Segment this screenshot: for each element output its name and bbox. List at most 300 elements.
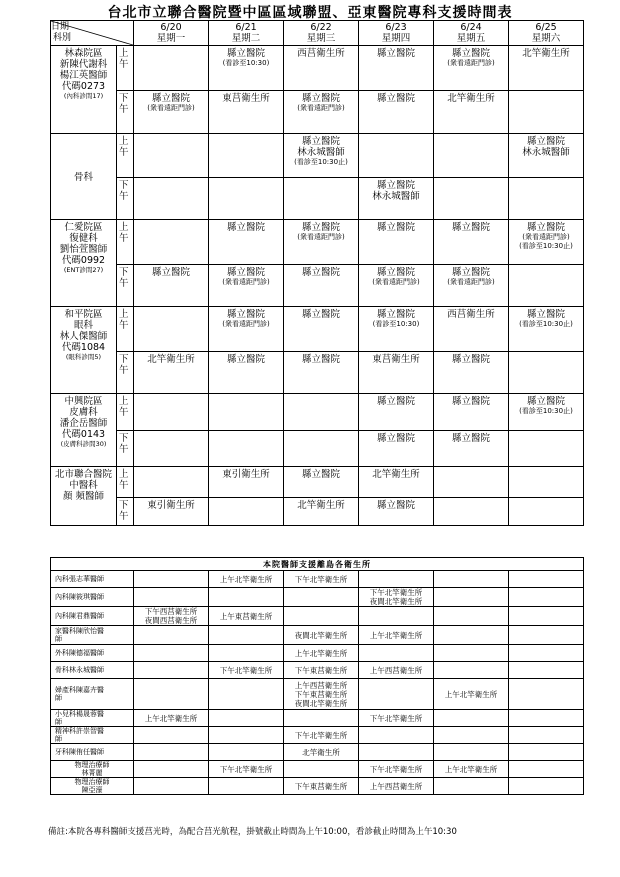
support-cell-text: 夜間北竿衛生所 (294, 630, 348, 640)
day-date: 6/25 (535, 22, 557, 33)
dept-row-am (51, 394, 584, 431)
support-cell (434, 626, 509, 645)
clinic-name: 縣立醫院 (376, 309, 415, 320)
department-room: (ENT診間27) (63, 266, 104, 274)
clinic-note: (衆看遠距門診) (147, 104, 195, 112)
support-cell-text: 下午北竿衛生所 (369, 764, 423, 774)
support-cell (509, 710, 584, 727)
support-row (51, 761, 584, 778)
support-cell (434, 744, 509, 761)
support-doctor (51, 679, 134, 710)
schedule-cell (209, 467, 284, 498)
clinic-name: 縣立醫院 林永城醫師 (522, 136, 570, 158)
clinic-name: 北竿衛生所 (147, 354, 195, 365)
support-doctor-name: 小兒科楊晟蓉醫 師 (55, 710, 104, 726)
support-cell (434, 778, 509, 795)
period-label (117, 307, 134, 352)
schedule-cell (209, 178, 284, 220)
schedule-cell (284, 265, 359, 307)
department-line: 林森院區 (64, 48, 103, 59)
period-label (117, 498, 134, 526)
support-cell-text: 上午北竿衛生所 (144, 713, 198, 723)
clinic-name: 縣立醫院 (526, 396, 565, 407)
support-cell (209, 626, 284, 645)
support-cell-text: 上午北竿衛生所 (369, 630, 423, 640)
dept-row-pm (51, 352, 584, 394)
schedule-cell (434, 46, 509, 91)
schedule-cell (359, 352, 434, 394)
support-cell (134, 727, 209, 744)
schedule-cell (359, 134, 434, 178)
support-cell (359, 662, 434, 679)
support-cell (359, 727, 434, 744)
support-cell-text: 下午西莒衛生所 夜間西莒衛生所 (144, 607, 198, 625)
clinic-name: 縣立醫院 (301, 93, 340, 104)
clinic-name: 縣立醫院 (376, 48, 415, 59)
period-text: 上 午 (119, 309, 129, 331)
department-cell (51, 394, 117, 467)
schedule-cell (509, 307, 584, 352)
schedule-cell (359, 467, 434, 498)
department-cell (51, 220, 117, 307)
support-cell-text: 北竿衛生所 (302, 747, 340, 757)
clinic-name: 東引衛生所 (222, 469, 270, 480)
day-header (509, 21, 584, 46)
support-cell (434, 571, 509, 588)
support-cell (209, 744, 284, 761)
clinic-name: 縣立醫院 林永城醫師 (297, 136, 345, 158)
support-cell (509, 588, 584, 607)
department-line: 代碼0992 (61, 255, 106, 266)
department-line: 眼科 (73, 320, 93, 331)
clinic-note: (衆看遠距門診) (222, 278, 270, 286)
support-cell (284, 645, 359, 662)
day-date: 6/24 (460, 22, 482, 33)
period-label (117, 91, 134, 134)
schedule-cell (509, 178, 584, 220)
support-cell (284, 662, 359, 679)
support-cell (209, 645, 284, 662)
dept-row-am (51, 220, 584, 265)
period-text: 上 午 (119, 48, 129, 70)
support-doctor (51, 607, 134, 626)
support-cell-text: 下午東莒衛生所 (294, 781, 348, 791)
clinic-name: 縣立醫院 (376, 222, 415, 233)
day-header (209, 21, 284, 46)
support-cell (359, 588, 434, 607)
day-weekday: 星期二 (231, 33, 261, 44)
support-cell (509, 645, 584, 662)
clinic-note: (衆看遠距門診) (447, 59, 495, 67)
schedule-cell (359, 307, 434, 352)
schedule-cell (209, 46, 284, 91)
dept-row-am (51, 134, 584, 178)
support-row (51, 710, 584, 727)
support-cell (284, 710, 359, 727)
support-cell-text: 上午北竿衛生所 (444, 764, 498, 774)
schedule-cell (509, 220, 584, 265)
period-text: 下 午 (119, 267, 129, 289)
schedule-cell (134, 431, 209, 467)
support-cell (134, 626, 209, 645)
clinic-note: (衆看遠距門診) (看診至10:30止) (519, 233, 573, 250)
support-cell (509, 571, 584, 588)
clinic-name: 縣立醫院 (451, 433, 490, 444)
support-cell (359, 626, 434, 645)
schedule-cell (284, 467, 359, 498)
header-row (51, 21, 584, 46)
schedule-cell (509, 498, 584, 526)
schedule-cell (434, 265, 509, 307)
schedule-cell (359, 498, 434, 526)
department-line: 潘企岳醫師 (59, 418, 108, 429)
support-cell (134, 571, 209, 588)
schedule-cell (209, 307, 284, 352)
schedule-cell (509, 431, 584, 467)
support-row (51, 727, 584, 744)
schedule-cell (134, 352, 209, 394)
clinic-note: (衆看遠距門診) (297, 104, 345, 112)
schedule-cell (359, 431, 434, 467)
support-cell (134, 778, 209, 795)
support-cell (209, 761, 284, 778)
period-text: 下 午 (119, 354, 129, 376)
support-cell (284, 727, 359, 744)
clinic-name: 縣立醫院 (226, 48, 265, 59)
support-cell (209, 607, 284, 626)
department-line: 代碼0273 (61, 81, 106, 92)
schedule-cell (134, 134, 209, 178)
day-header (134, 21, 209, 46)
schedule-cell (209, 394, 284, 431)
support-cell (134, 761, 209, 778)
support-cell (209, 662, 284, 679)
schedule-cell (509, 394, 584, 431)
support-doctor (51, 778, 134, 795)
schedule-cell (209, 134, 284, 178)
department-line: 北市聯合醫院 (54, 469, 112, 480)
support-title-text: 本院醫師支援離島各衛生所 (263, 559, 372, 569)
support-cell (359, 778, 434, 795)
support-cell (209, 778, 284, 795)
support-cell (359, 761, 434, 778)
support-cell (134, 679, 209, 710)
support-cell-text: 上午西莒衛生所 下午東莒衛生所 夜間北竿衛生所 (294, 680, 348, 708)
schedule-cell (434, 220, 509, 265)
support-row (51, 645, 584, 662)
header-corner (51, 21, 134, 46)
support-title-row (51, 558, 584, 571)
page-title: 台北市立聯合醫院暨中區區域聯盟、亞東醫院專科支援時間表 (107, 5, 513, 21)
clinic-name: 縣立醫院 (301, 267, 340, 278)
support-doctor (51, 588, 134, 607)
support-doctor-name: 物理治療師 陳亞濠 (74, 778, 110, 794)
support-doctor (51, 662, 134, 679)
department-line: 中興院區 (64, 396, 103, 407)
support-cell (359, 607, 434, 626)
period-label (117, 46, 134, 91)
schedule-cell (284, 307, 359, 352)
department-room: (皮膚科診間30) (60, 440, 107, 448)
schedule-cell (134, 46, 209, 91)
department-line: 骨科 (73, 172, 93, 183)
schedule-cell (359, 46, 434, 91)
schedule-cell (134, 178, 209, 220)
period-label (117, 265, 134, 307)
period-label (117, 394, 134, 431)
period-label (117, 431, 134, 467)
dept-row-am (51, 46, 584, 91)
support-doctor-name: 家醫科陳欣怡醫 師 (55, 627, 104, 643)
clinic-name: 縣立醫院 (451, 267, 490, 278)
day-date: 6/23 (385, 22, 407, 33)
clinic-note: (看診至10:30) (222, 59, 270, 67)
clinic-name: 縣立醫院 (376, 500, 415, 511)
schedule-cell (509, 352, 584, 394)
support-row (51, 679, 584, 710)
department-cell (51, 467, 117, 526)
support-cell (434, 710, 509, 727)
clinic-name: 西莒衛生所 (297, 48, 345, 59)
clinic-name: 縣立醫院 (376, 396, 415, 407)
schedule-cell (134, 498, 209, 526)
support-cell (509, 679, 584, 710)
support-cell-text: 上午北竿衛生所 (444, 689, 498, 699)
support-cell (434, 645, 509, 662)
clinic-name: 西莒衛生所 (447, 309, 495, 320)
clinic-name: 縣立醫院 (526, 222, 565, 233)
schedule-cell (284, 220, 359, 265)
clinic-name: 北竿衛生所 (522, 48, 570, 59)
support-cell-text: 下午北竿衛生所 (219, 665, 273, 675)
support-doctor (51, 761, 134, 778)
support-cell (434, 662, 509, 679)
support-doctor-name: 牙科陳侑任醫師 (55, 748, 104, 756)
support-cell (509, 761, 584, 778)
dept-row-pm (51, 431, 584, 467)
support-cell (134, 588, 209, 607)
clinic-note: (衆看遠距門診) (372, 278, 420, 286)
period-text: 下 午 (119, 93, 129, 115)
support-cell (359, 571, 434, 588)
support-cell (509, 778, 584, 795)
support-row (51, 588, 584, 607)
clinic-name: 縣立醫院 (301, 309, 340, 320)
dept-row-am (51, 467, 584, 498)
support-cell (434, 588, 509, 607)
support-row (51, 626, 584, 645)
support-cell (209, 727, 284, 744)
support-cell-text: 下午北竿衛生所 (294, 730, 348, 740)
support-doctor (51, 626, 134, 645)
day-date: 6/21 (235, 22, 257, 33)
support-cell (284, 778, 359, 795)
department-line: 仁愛院區 (64, 222, 103, 233)
clinic-name: 縣立醫院 (526, 309, 565, 320)
dept-row-pm (51, 498, 584, 526)
clinic-name: 縣立醫院 (226, 354, 265, 365)
clinic-name: 縣立醫院 (451, 396, 490, 407)
department-line: 復健科 (69, 233, 98, 244)
support-cell (434, 761, 509, 778)
support-cell (134, 645, 209, 662)
support-cell-text: 下午東莒衛生所 (294, 665, 348, 675)
period-text: 上 午 (119, 469, 129, 491)
support-cell (209, 679, 284, 710)
period-label (117, 178, 134, 220)
support-cell (509, 607, 584, 626)
support-cell-text: 下午北竿衛生所 (219, 764, 273, 774)
support-doctor (51, 645, 134, 662)
support-doctor-name: 外科陳德福醫師 (55, 649, 104, 657)
clinic-name: 縣立醫院 (451, 48, 490, 59)
department-cell (51, 46, 117, 134)
support-cell (209, 710, 284, 727)
department-line: 顏 頻醫師 (62, 491, 105, 502)
support-doctor (51, 710, 134, 727)
support-doctor-name: 內科陳君鼎醫師 (55, 612, 104, 620)
support-doctor-name: 婦產科陳嘉卉醫 師 (55, 686, 104, 702)
day-weekday: 星期五 (456, 33, 486, 44)
support-cell (359, 679, 434, 710)
department-line: 劉怡萱醫師 (59, 244, 108, 255)
period-label (117, 467, 134, 498)
clinic-note: (衆看遠距門診) (297, 233, 345, 241)
support-cell (209, 588, 284, 607)
support-cell (359, 645, 434, 662)
schedule-cell (284, 134, 359, 178)
support-cell (359, 744, 434, 761)
support-doctor-name: 內科陳筱琪醫師 (55, 593, 104, 601)
support-cell-text: 上午東莒衛生所 (219, 611, 273, 621)
period-label (117, 220, 134, 265)
schedule-cell (509, 467, 584, 498)
support-cell (359, 710, 434, 727)
schedule-cell (434, 394, 509, 431)
period-text: 下 午 (119, 180, 129, 202)
clinic-name: 東莒衛生所 (222, 93, 270, 104)
schedule-cell (434, 134, 509, 178)
clinic-name: 縣立醫院 (151, 267, 190, 278)
clinic-note: (看診至10:30) (372, 320, 420, 328)
clinic-name: 縣立醫院 (451, 354, 490, 365)
day-weekday: 星期一 (156, 33, 186, 44)
clinic-note: (衆看遠距門診) (222, 320, 270, 328)
support-cell (284, 607, 359, 626)
schedule-cell (284, 352, 359, 394)
schedule-cell (284, 46, 359, 91)
support-doctor-name: 骨科林永城醫師 (55, 666, 104, 674)
schedule-cell (209, 498, 284, 526)
schedule-cell (134, 265, 209, 307)
department-line: 中醫科 (69, 480, 98, 491)
schedule-cell (209, 352, 284, 394)
support-cell (434, 679, 509, 710)
department-cell (51, 134, 117, 220)
schedule-table (50, 20, 584, 526)
support-cell (134, 607, 209, 626)
support-cell (284, 571, 359, 588)
period-text: 上 午 (119, 136, 129, 158)
corner-date-label: 日期 (51, 22, 70, 32)
clinic-name: 縣立醫院 (226, 309, 265, 320)
schedule-cell (509, 91, 584, 134)
department-line: 和平院區 (64, 309, 103, 320)
support-table (50, 557, 584, 795)
clinic-name: 縣立醫院 (151, 93, 190, 104)
schedule-cell (434, 307, 509, 352)
support-cell (284, 761, 359, 778)
schedule-cell (209, 431, 284, 467)
clinic-name: 北竿衛生所 (447, 93, 495, 104)
support-cell (509, 727, 584, 744)
support-doctor (51, 727, 134, 744)
clinic-note: (看診至10:30止) (519, 407, 573, 415)
support-cell-text: 上午西莒衛生所 (369, 665, 423, 675)
schedule-cell (509, 134, 584, 178)
support-cell-text: 下午北竿衛生所 (294, 574, 348, 584)
clinic-name: 縣立醫院 (451, 222, 490, 233)
schedule-cell (434, 467, 509, 498)
day-date: 6/20 (160, 22, 182, 33)
day-weekday: 星期六 (531, 33, 561, 44)
support-row (51, 607, 584, 626)
schedule-cell (134, 467, 209, 498)
day-weekday: 星期三 (306, 33, 336, 44)
clinic-name: 東引衛生所 (147, 500, 195, 511)
support-doctor-name: 精神科許崇智醫 師 (55, 727, 104, 743)
support-cell (509, 662, 584, 679)
support-cell (284, 588, 359, 607)
schedule-cell (359, 220, 434, 265)
schedule-cell (509, 265, 584, 307)
schedule-cell (434, 178, 509, 220)
support-cell (209, 571, 284, 588)
dept-row-am (51, 307, 584, 352)
clinic-name: 北竿衛生所 (297, 500, 345, 511)
schedule-cell (284, 178, 359, 220)
support-doctor-name: 物理治療師 林菁麗 (74, 761, 110, 777)
support-cell (434, 607, 509, 626)
support-cell (134, 744, 209, 761)
clinic-name: 北竿衛生所 (372, 469, 420, 480)
schedule-cell (434, 431, 509, 467)
period-text: 下 午 (119, 433, 129, 455)
footer-note: 備註:本院各專科醫師支援莒光時，為配合莒光航程，掛號截止時間為上午10:00，看診截止時間為上午10:30 (48, 827, 457, 837)
schedule-cell (284, 91, 359, 134)
schedule-cell (434, 91, 509, 134)
support-cell (284, 626, 359, 645)
day-header (359, 21, 434, 46)
department-line: 楊江英醫師 (59, 70, 108, 81)
schedule-cell (284, 498, 359, 526)
day-date: 6/22 (310, 22, 332, 33)
support-cell (134, 662, 209, 679)
schedule-cell (284, 431, 359, 467)
period-label (117, 352, 134, 394)
department-line: 新陳代謝科 (59, 59, 108, 70)
schedule-cell (134, 307, 209, 352)
schedule-cell (359, 394, 434, 431)
schedule-cell (434, 352, 509, 394)
clinic-note: (衆看遠距門診) (447, 278, 495, 286)
support-cell (284, 744, 359, 761)
support-cell (134, 710, 209, 727)
schedule-cell (209, 91, 284, 134)
clinic-note: (看診至10:30止) (294, 158, 348, 166)
department-line: 皮膚科 (69, 407, 98, 418)
schedule-cell (284, 394, 359, 431)
